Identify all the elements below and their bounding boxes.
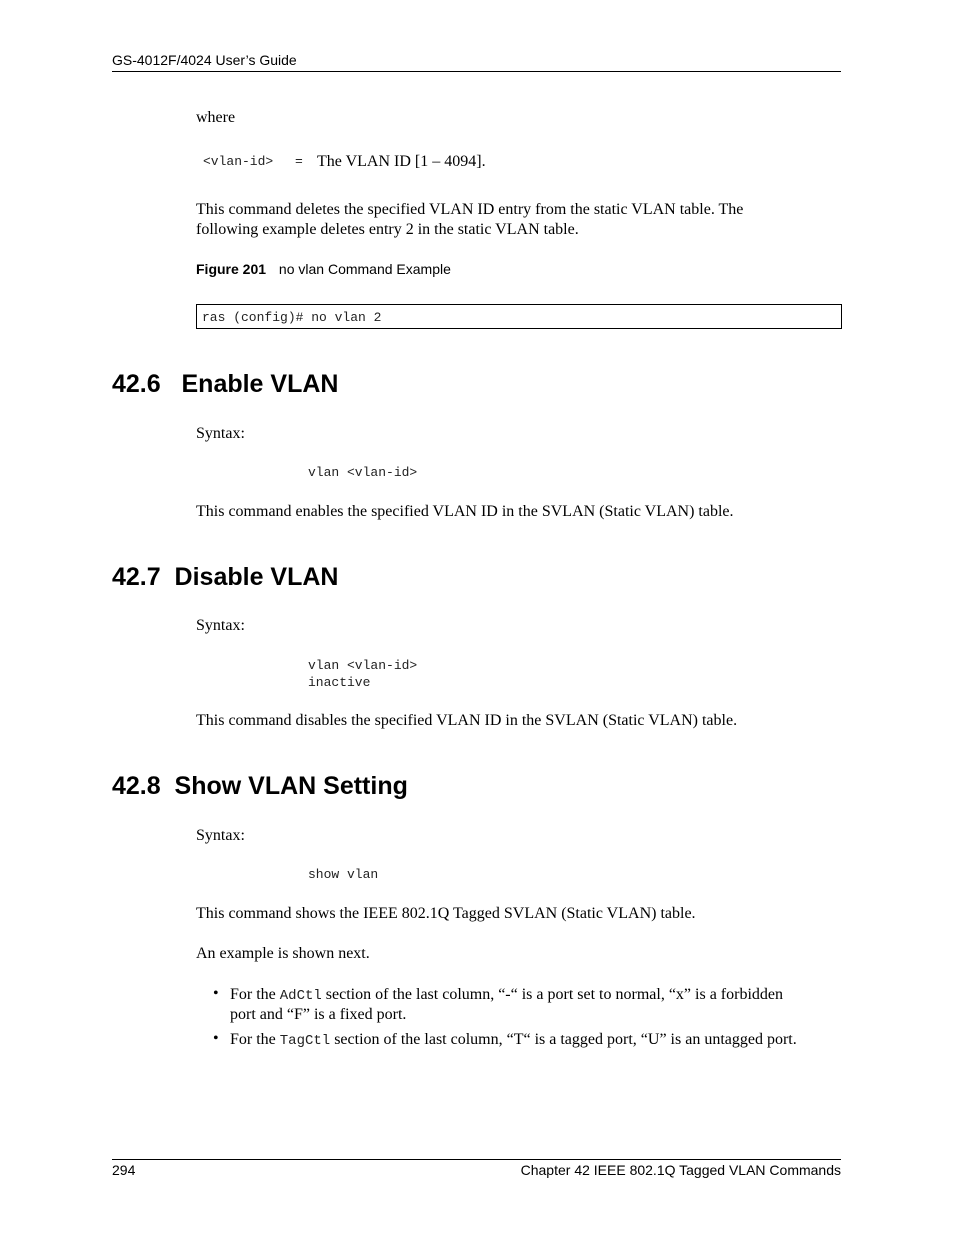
intro-paragraph-line2: following example deletes entry 2 in the static VLAN table.: [196, 221, 579, 238]
syntax-code: vlan <vlan-id>: [308, 465, 418, 480]
header-rule: [112, 71, 841, 72]
intro-paragraph-line1: This command deletes the specified VLAN ID entry from the static VLAN table. The: [196, 201, 744, 218]
example-note: An example is shown next.: [196, 945, 370, 962]
figure-code: ras (config)# no vlan 2: [202, 310, 382, 325]
where-text: where: [196, 109, 236, 126]
syntax-label: Syntax:: [196, 425, 245, 442]
syntax-code: show vlan: [308, 867, 379, 882]
bullet-text: section of the last column, “-“ is a port set to normal, “x” is a forbidden: [321, 986, 783, 1003]
bullet-text: For the: [230, 1031, 280, 1048]
figure-caption: [196, 261, 451, 277]
bullet-continuation: port and “F” is a fixed port.: [230, 1006, 407, 1023]
bullet-marker: •: [213, 985, 219, 1002]
section-heading-disable-vlan: 42.7 Disable VLAN: [112, 563, 339, 591]
param-equals: =: [295, 154, 303, 169]
section-heading-show-vlan-setting: 42.8 Show VLAN Setting: [112, 772, 408, 800]
param-code: <vlan-id>: [203, 154, 274, 169]
bullet-text: For the: [230, 986, 280, 1003]
running-header: GS-4012F/4024 User’s Guide: [112, 52, 297, 68]
bullet-text: section of the last column, “T“ is a tagged port, “U” is an untagged port.: [330, 1031, 797, 1048]
syntax-label: Syntax:: [196, 617, 245, 634]
section-description: This command enables the specified VLAN ID in the SVLAN (Static VLAN) table.: [196, 503, 734, 520]
bullet-marker: •: [213, 1030, 219, 1047]
section-description: This command shows the IEEE 802.1Q Tagged SVLAN (Static VLAN) table.: [196, 905, 696, 922]
bullet-item-adctl: [230, 985, 783, 1006]
figure-label: Figure 201: [196, 261, 267, 277]
figure-caption-text: no vlan Command Example: [278, 261, 451, 277]
chapter-title: Chapter 42 IEEE 802.1Q Tagged VLAN Commands: [520, 1162, 841, 1178]
inline-code: TagCtl: [279, 1033, 331, 1049]
page-number: 294: [112, 1162, 136, 1178]
syntax-code: vlan <vlan-id>: [308, 658, 418, 673]
footer-rule: [112, 1159, 841, 1160]
syntax-label: Syntax:: [196, 827, 245, 844]
syntax-code: inactive: [308, 675, 371, 690]
section-heading-enable-vlan: 42.6 Enable VLAN: [112, 370, 339, 398]
figure-code-box: [196, 304, 842, 329]
bullet-item-tagctl: [230, 1030, 797, 1051]
section-description: This command disables the specified VLAN ID in the SVLAN (Static VLAN) table.: [196, 712, 738, 729]
inline-code: AdCtl: [279, 988, 322, 1004]
param-description: The VLAN ID [1 – 4094].: [317, 153, 486, 170]
